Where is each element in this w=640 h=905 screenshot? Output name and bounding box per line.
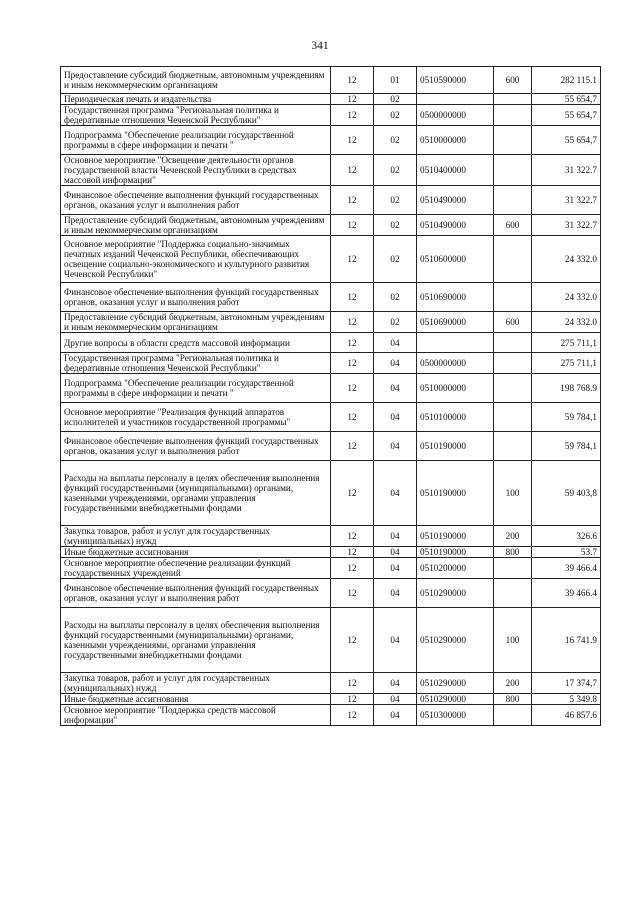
row-section-cell: 12 [331, 374, 374, 403]
budget-table-body [61, 67, 601, 726]
table-row [61, 283, 601, 312]
row-target-article-cell [417, 94, 494, 105]
row-sum-cell: 24 332.0 [532, 283, 601, 312]
table-row [61, 236, 601, 283]
row-section-cell: 12 [331, 94, 374, 105]
row-subsection-cell: 02 [374, 105, 417, 126]
row-target-article-cell: 0510300000 [417, 705, 494, 726]
table-row [61, 155, 601, 186]
row-target-article-cell: 0510190000 [417, 461, 494, 526]
row-section-cell: 12 [331, 236, 374, 283]
row-section-cell: 12 [331, 105, 374, 126]
table-row [61, 126, 601, 155]
row-subsection-cell: 04 [374, 608, 417, 673]
row-subsection-cell: 02 [374, 283, 417, 312]
row-sum-cell: 31 322.7 [532, 215, 601, 236]
row-subsection-cell: 04 [374, 461, 417, 526]
row-expense-type-cell: 800 [494, 694, 532, 705]
row-target-article-cell: 0510290000 [417, 579, 494, 608]
row-subsection-cell: 04 [374, 403, 417, 432]
budget-table [60, 66, 601, 726]
row-subsection-cell: 04 [374, 547, 417, 558]
table-row [61, 694, 601, 705]
row-sum-cell: 59 403,8 [532, 461, 601, 526]
row-name-cell: Другие вопросы в области средств массовой информации [61, 333, 331, 353]
row-name-cell: Подпрограмма "Обеспечение реализации государственной программы в сфере информации и печати " [61, 126, 331, 155]
row-subsection-cell: 04 [374, 694, 417, 705]
row-name-cell: Финансовое обеспечение выполнения функций государственных органов, оказания услуг и выполнения работ [61, 186, 331, 215]
row-expense-type-cell [494, 186, 532, 215]
row-section-cell: 12 [331, 353, 374, 374]
row-subsection-cell: 01 [374, 67, 417, 94]
table-row [61, 312, 601, 333]
row-sum-cell: 59 784,1 [532, 432, 601, 461]
row-sum-cell: 24 332.0 [532, 236, 601, 283]
row-section-cell: 12 [331, 67, 374, 94]
row-sum-cell: 16 741.9 [532, 608, 601, 673]
row-sum-cell: 282 115.1 [532, 67, 601, 94]
row-target-article-cell: 0510290000 [417, 608, 494, 673]
table-row [61, 67, 601, 94]
row-section-cell: 12 [331, 432, 374, 461]
row-name-cell: Подпрограмма "Обеспечение реализации государственной программы в сфере информации и печати " [61, 374, 331, 403]
row-expense-type-cell: 600 [494, 312, 532, 333]
row-target-article-cell: 0510200000 [417, 558, 494, 579]
row-expense-type-cell [494, 403, 532, 432]
table-row [61, 403, 601, 432]
row-name-cell: Закупка товаров, работ и услуг для государственных (муниципальных) нужд [61, 526, 331, 547]
row-subsection-cell: 02 [374, 236, 417, 283]
row-subsection-cell: 04 [374, 374, 417, 403]
row-sum-cell: 17 374,7 [532, 673, 601, 694]
row-section-cell: 12 [331, 126, 374, 155]
row-subsection-cell: 04 [374, 705, 417, 726]
row-name-cell: Финансовое обеспечение выполнения функций государственных органов, оказания услуг и выполнения работ [61, 283, 331, 312]
row-subsection-cell: 04 [374, 558, 417, 579]
row-expense-type-cell [494, 94, 532, 105]
row-expense-type-cell [494, 432, 532, 461]
table-row [61, 673, 601, 694]
row-section-cell: 12 [331, 155, 374, 186]
row-section-cell: 12 [331, 283, 374, 312]
table-row [61, 105, 601, 126]
row-target-article-cell: 0510100000 [417, 403, 494, 432]
row-name-cell: Основное мероприятие "Поддержка социально-значимых печатных изданий Чеченской Республики, обеспечивающих освещение социально-экономического и культурного развития Чеченской Республики" [61, 236, 331, 283]
row-target-article-cell: 0510000000 [417, 374, 494, 403]
row-section-cell: 12 [331, 579, 374, 608]
table-row [61, 94, 601, 105]
row-target-article-cell: 0510190000 [417, 526, 494, 547]
row-expense-type-cell [494, 558, 532, 579]
row-subsection-cell: 04 [374, 673, 417, 694]
table-row [61, 705, 601, 726]
row-name-cell: Государственная программа "Региональная политика и федеративные отношения Чеченской Республики" [61, 105, 331, 126]
row-target-article-cell: 0510190000 [417, 547, 494, 558]
row-subsection-cell: 02 [374, 186, 417, 215]
row-subsection-cell: 04 [374, 353, 417, 374]
row-expense-type-cell [494, 353, 532, 374]
row-subsection-cell: 02 [374, 215, 417, 236]
row-expense-type-cell [494, 155, 532, 186]
row-target-article-cell: 0510490000 [417, 186, 494, 215]
row-sum-cell: 326.6 [532, 526, 601, 547]
row-expense-type-cell [494, 374, 532, 403]
row-subsection-cell: 04 [374, 579, 417, 608]
row-expense-type-cell [494, 105, 532, 126]
row-expense-type-cell: 100 [494, 461, 532, 526]
row-target-article-cell: 0500000000 [417, 105, 494, 126]
row-name-cell: Основное мероприятие обеспечение реализации функций государственных учреждений [61, 558, 331, 579]
row-section-cell: 12 [331, 186, 374, 215]
row-name-cell: Государственная программа "Региональная политика и федеративные отношения Чеченской Республики" [61, 353, 331, 374]
row-sum-cell: 55 654,7 [532, 94, 601, 105]
row-name-cell: Периодическая печать и издательства [61, 94, 331, 105]
row-expense-type-cell: 200 [494, 526, 532, 547]
row-subsection-cell: 02 [374, 126, 417, 155]
row-sum-cell: 39 466.4 [532, 558, 601, 579]
row-section-cell: 12 [331, 705, 374, 726]
row-sum-cell: 31 322.7 [532, 155, 601, 186]
table-row [61, 526, 601, 547]
row-sum-cell: 53.7 [532, 547, 601, 558]
row-target-article-cell: 0510000000 [417, 126, 494, 155]
row-section-cell: 12 [331, 694, 374, 705]
row-target-article-cell: 0510690000 [417, 312, 494, 333]
row-subsection-cell: 02 [374, 155, 417, 186]
row-name-cell: Закупка товаров, работ и услуг для государственных (муниципальных) нужд [61, 673, 331, 694]
row-expense-type-cell [494, 705, 532, 726]
row-name-cell: Иные бюджетные ассигнования [61, 547, 331, 558]
row-section-cell: 12 [331, 526, 374, 547]
row-sum-cell: 24 332.0 [532, 312, 601, 333]
row-expense-type-cell [494, 236, 532, 283]
row-target-article-cell: 0510400000 [417, 155, 494, 186]
row-subsection-cell: 02 [374, 312, 417, 333]
row-expense-type-cell: 100 [494, 608, 532, 673]
row-target-article-cell: 0500000000 [417, 353, 494, 374]
row-subsection-cell: 04 [374, 333, 417, 353]
table-row [61, 215, 601, 236]
row-sum-cell: 275 711,1 [532, 353, 601, 374]
row-sum-cell: 5 349.8 [532, 694, 601, 705]
row-target-article-cell: 0510690000 [417, 283, 494, 312]
row-section-cell: 12 [331, 608, 374, 673]
table-row [61, 608, 601, 673]
row-target-article-cell: 0510590000 [417, 67, 494, 94]
row-sum-cell: 55 654,7 [532, 126, 601, 155]
row-sum-cell: 59 784,1 [532, 403, 601, 432]
row-name-cell: Финансовое обеспечение выполнения функций государственных органов, оказания услуг и выполнения работ [61, 579, 331, 608]
table-row [61, 186, 601, 215]
table-row [61, 432, 601, 461]
table-row [61, 353, 601, 374]
row-sum-cell: 198 768.9 [532, 374, 601, 403]
row-section-cell: 12 [331, 547, 374, 558]
table-row [61, 547, 601, 558]
row-expense-type-cell [494, 126, 532, 155]
row-expense-type-cell: 200 [494, 673, 532, 694]
row-sum-cell: 39 466.4 [532, 579, 601, 608]
row-name-cell: Расходы на выплаты персоналу в целях обеспечения выполнения функций государственными (муниципальными) органами, казенными учреждениями, органами управления государственными внебюджетными фондами [61, 608, 331, 673]
table-row [61, 461, 601, 526]
row-target-article-cell: 0510600000 [417, 236, 494, 283]
row-sum-cell: 31 322.7 [532, 186, 601, 215]
row-section-cell: 12 [331, 558, 374, 579]
row-target-article-cell: 0510190000 [417, 432, 494, 461]
row-subsection-cell: 04 [374, 432, 417, 461]
row-section-cell: 12 [331, 673, 374, 694]
table-row [61, 333, 601, 353]
row-name-cell: Финансовое обеспечение выполнения функций государственных органов, оказания услуг и выполнения работ [61, 432, 331, 461]
page-number: 341 [311, 40, 329, 52]
row-expense-type-cell: 600 [494, 67, 532, 94]
row-target-article-cell [417, 333, 494, 353]
row-target-article-cell: 0510490000 [417, 215, 494, 236]
row-section-cell: 12 [331, 461, 374, 526]
row-sum-cell: 55 654,7 [532, 105, 601, 126]
row-target-article-cell: 0510290000 [417, 694, 494, 705]
row-target-article-cell: 0510290000 [417, 673, 494, 694]
row-section-cell: 12 [331, 215, 374, 236]
row-sum-cell: 275 711,1 [532, 333, 601, 353]
row-expense-type-cell: 600 [494, 215, 532, 236]
row-name-cell: Иные бюджетные ассигнования [61, 694, 331, 705]
row-section-cell: 12 [331, 403, 374, 432]
row-name-cell: Основное мероприятие "Реализация функций аппаратов исполнителей и участников государственной программы" [61, 403, 331, 432]
row-section-cell: 12 [331, 312, 374, 333]
row-name-cell: Предоставление субсидий бюджетным, автономным учреждениям и иным некоммерческим организациям [61, 215, 331, 236]
row-name-cell: Расходы на выплаты персоналу в целях обеспечения выполнения функций государственными (муниципальными) органами, казенными учреждениями, органами управления государственными внебюджетными фондами [61, 461, 331, 526]
row-expense-type-cell [494, 283, 532, 312]
row-name-cell: Основное мероприятие "Поддержка средств массовой информации" [61, 705, 331, 726]
row-expense-type-cell [494, 579, 532, 608]
table-row [61, 579, 601, 608]
row-subsection-cell: 04 [374, 526, 417, 547]
table-row [61, 558, 601, 579]
table-row [61, 374, 601, 403]
row-section-cell: 12 [331, 333, 374, 353]
row-subsection-cell: 02 [374, 94, 417, 105]
row-expense-type-cell: 800 [494, 547, 532, 558]
row-name-cell: Предоставление субсидий бюджетным, автономным учреждениям и иным некоммерческим организациям [61, 67, 331, 94]
row-name-cell: Предоставление субсидий бюджетным, автономным учреждениям и иным некоммерческим организациям [61, 312, 331, 333]
row-name-cell: Основное мероприятие "Освещение деятельности органов государственной власти Чеченской Республики в средствах массовой информации" [61, 155, 331, 186]
row-sum-cell: 46 857.6 [532, 705, 601, 726]
row-expense-type-cell [494, 333, 532, 353]
